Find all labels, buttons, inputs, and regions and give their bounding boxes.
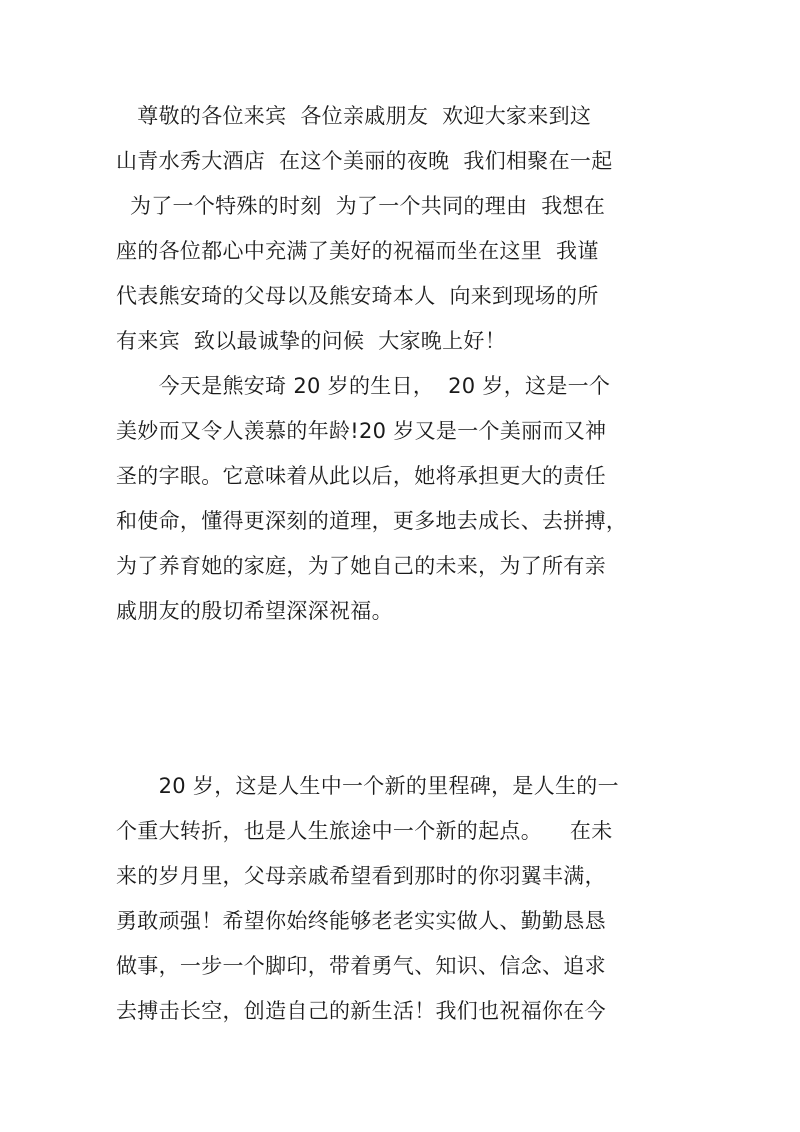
text-line: 和使命，懂得更深刻的道理，更多地去成长、去拼搏， xyxy=(116,509,628,533)
text-line: 做事，一步一个脚印，带着勇气、知识、信念、追求 xyxy=(116,954,606,978)
text-line: 为了一个特殊的时刻 为了一个共同的理由 我想在 xyxy=(116,194,606,218)
text-line: 山青水秀大酒店 在这个美丽的夜晚 我们相聚在一起 xyxy=(116,149,613,173)
text-line: 圣的字眼。它意味着从此以后，她将承担更大的责任 xyxy=(116,464,606,488)
text-line: 代表熊安琦的父母以及熊安琦本人 向来到现场的所 xyxy=(116,284,599,308)
text-line: 勇敢顽强！希望你始终能够老老实实做人、勤勤恳恳 xyxy=(116,909,606,933)
text-line: 美妙而又令人羡慕的年龄!20 岁又是一个美丽而又神 xyxy=(116,419,607,443)
text-line: 今天是熊安琦 20 岁的生日， 20 岁，这是一个 xyxy=(116,374,611,398)
text-line: 为了养育她的家庭，为了她自己的未来，为了所有亲 xyxy=(116,554,606,578)
text-line: 20 岁，这是人生中一个新的里程碑，是人生的一 xyxy=(116,774,619,798)
text-line: 来的岁月里，父母亲戚希望看到那时的你羽翼丰满， xyxy=(116,864,606,888)
text-line: 有来宾 致以最诚挚的问候 大家晚上好！ xyxy=(116,329,506,353)
text-line: 个重大转折，也是人生旅途中一个新的起点。 在未 xyxy=(116,819,613,843)
text-line: 戚朋友的殷切希望深深祝福。 xyxy=(116,599,393,623)
text-line: 去搏击长空，创造自己的新生活！我们也祝福你在今 xyxy=(116,999,606,1023)
text-line: 座的各位都心中充满了美好的祝福而坐在这里 我谨 xyxy=(116,239,599,263)
text-line: 尊敬的各位来宾 各位亲戚朋友 欢迎大家来到这 xyxy=(116,104,592,128)
